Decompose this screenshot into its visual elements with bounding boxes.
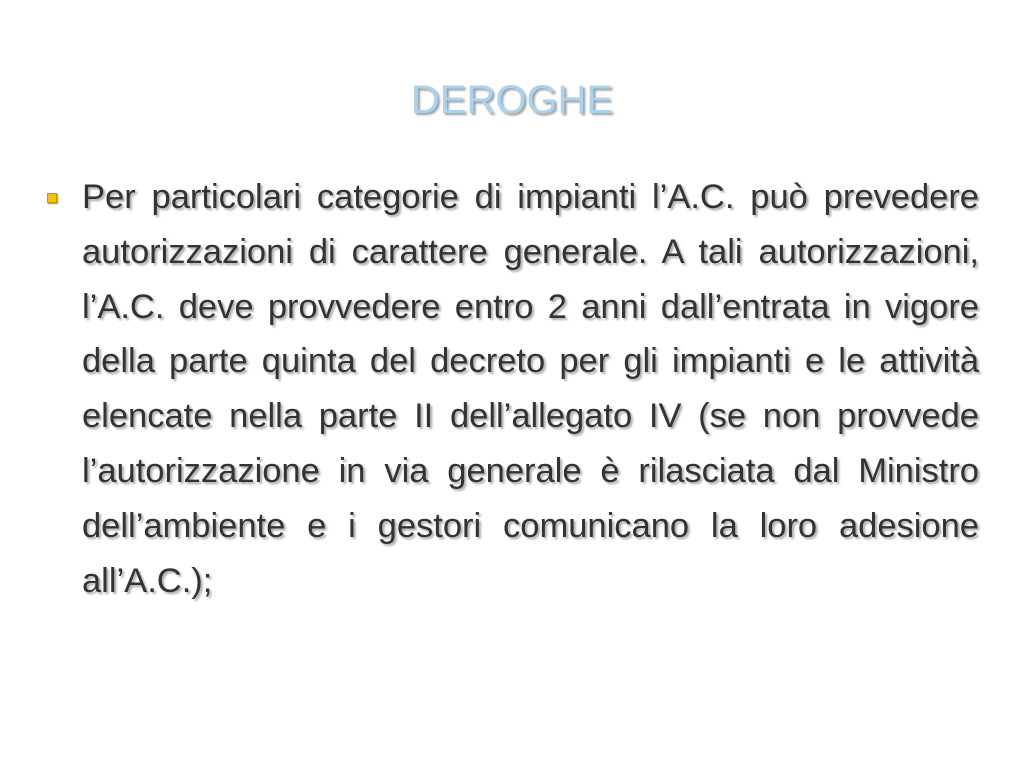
bullet-text: Per particolari categorie di impianti l’A.C. può prevedere autorizzazioni di carattere generale. A tali autorizzazioni, l’A.C. deve provvedere entro 2 anni dall’entrata in vigore della parte quinta del decreto per gli impianti e le attività elencate nella parte II dell’allegato IV (se non provvede l’autorizzazione in via generale è rilasciata dal Ministro dell’ambiente e i gestori comunicano la loro adesione all’A.C.);: [82, 178, 979, 600]
square-bullet-icon: [47, 193, 57, 203]
slide-title: DEROGHE: [410, 78, 614, 122]
